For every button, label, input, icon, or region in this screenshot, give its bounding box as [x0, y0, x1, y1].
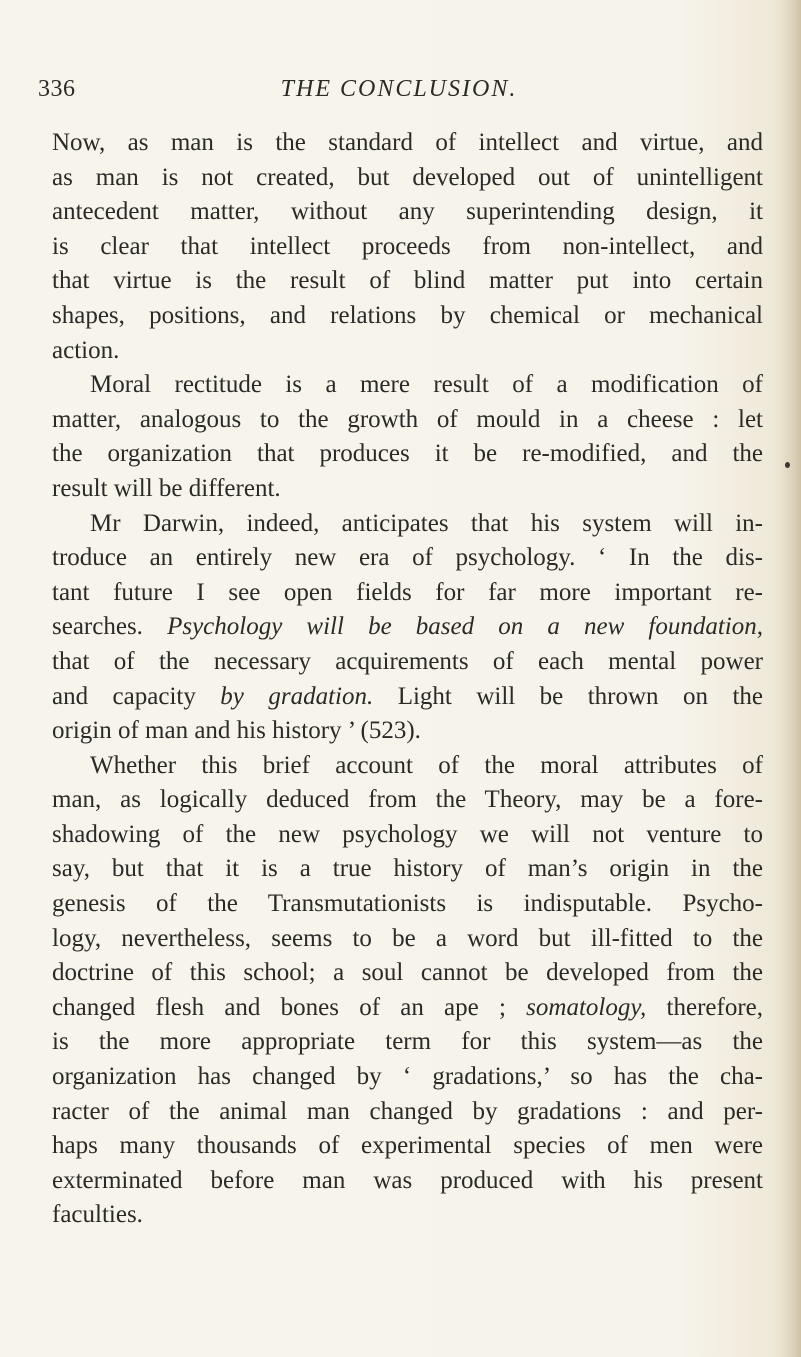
text-line: Moral rectitude is a mere result of a modification of — [90, 371, 763, 399]
text-line: haps many thousands of experimental species of men were — [52, 1132, 763, 1160]
text-line: that virtue is the result of blind matter put into certain — [52, 267, 763, 295]
text-line: say, but that it is a true history of man’s origin in the — [52, 855, 763, 883]
text-line — [52, 991, 763, 1026]
text-segment: Light will be thrown on the — [373, 682, 764, 710]
text-line: troduce an entirely new era of psychology. ‘ In the dis- — [52, 544, 763, 572]
text-segment: changed flesh and bones of an ape ; — [52, 993, 527, 1021]
text-line — [52, 610, 763, 645]
text-segment: therefore, — [646, 993, 763, 1021]
text-segment: searches. — [52, 613, 168, 641]
text-line: tant future I see open fields for far more important re- — [52, 578, 763, 606]
page-number: 336 — [38, 76, 76, 102]
text-line: genesis of the Transmutationists is indisputable. Psycho- — [52, 890, 763, 918]
text-line: Now, as man is the standard of intellect and virtue, and — [52, 129, 763, 156]
text-line: origin of man and his history ’ (523). — [52, 717, 421, 745]
text-line: shapes, positions, and relations by chemical or mechanical — [52, 301, 763, 329]
body-text — [52, 126, 763, 1233]
text-line: action. — [52, 336, 120, 364]
text-line: is the more appropriate term for this system—as the — [52, 1028, 763, 1056]
text-line: faculties. — [52, 1201, 143, 1229]
text-segment: and capacity — [52, 682, 221, 710]
page-edge-shadow — [779, 0, 801, 1357]
text-line: Mr Darwin, indeed, anticipates that his system will in- — [90, 509, 763, 537]
text-line: shadowing of the new psychology we will not venture to — [52, 820, 763, 848]
running-title: THE CONCLUSION. — [280, 76, 518, 102]
text-line: exterminated before man was produced with his present — [52, 1166, 763, 1194]
text-line: man, as logically deduced from the Theory, may be a fore- — [52, 786, 763, 814]
italic-text: Psychology will be based on a new foundation, — [167, 613, 764, 641]
margin-ink-dot — [785, 462, 790, 468]
running-head — [38, 74, 760, 104]
text-line — [52, 680, 763, 715]
text-line: Whether this brief account of the moral attributes of — [90, 751, 763, 779]
text-line: as man is not created, but developed out of unintelligent — [52, 163, 763, 191]
text-line: antecedent matter, without any superintending design, it — [52, 198, 763, 226]
text-line: logy, nevertheless, seems to be a word but ill-fitted to the — [52, 924, 763, 952]
italic-text: by gradation. — [220, 682, 374, 710]
text-line: result will be different. — [52, 474, 281, 502]
text-line: that of the necessary acquirements of each mental power — [52, 647, 763, 675]
text-line: doctrine of this school; a soul cannot be developed from the — [52, 959, 763, 987]
text-line: matter, analogous to the growth of mould in a cheese : let — [52, 405, 763, 433]
text-line: is clear that intellect proceeds from non-intellect, and — [52, 232, 763, 260]
text-line: organization has changed by ‘ gradations,’ so has the cha- — [52, 1063, 763, 1091]
italic-text: somatology, — [526, 993, 647, 1021]
text-line: racter of the animal man changed by gradations : and per- — [52, 1097, 763, 1125]
text-line: the organization that produces it be re-modified, and the — [52, 440, 763, 468]
